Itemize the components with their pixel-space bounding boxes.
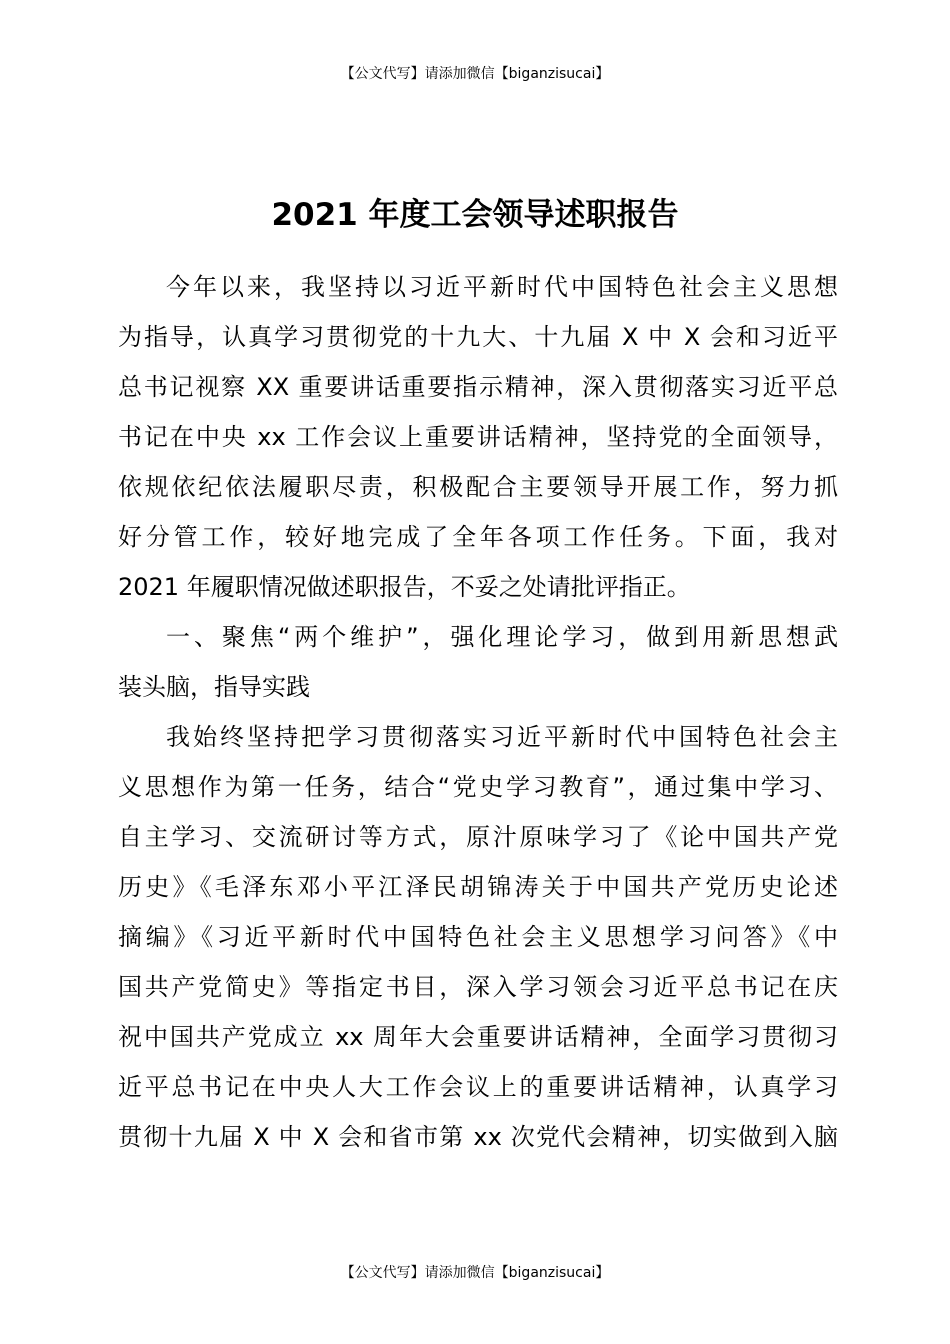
document-body bbox=[118, 262, 838, 1162]
section-heading-line-2: 装头脑，指导实践 bbox=[118, 673, 310, 701]
paragraph-1-line-1: 今年以来，我坚持以习近平新时代中国特色社会主义思想 bbox=[166, 273, 838, 301]
paragraph-2-line-6: 国共产党简史》等指定书目，深入学习领会习近平总书记在庆 bbox=[118, 973, 838, 1001]
paragraph-1-line-3: 总书记视察 XX 重要讲话重要指示精神，深入贯彻落实习近平总 bbox=[118, 373, 838, 401]
paragraph-2-line-4: 历史》《毛泽东邓小平江泽民胡锦涛关于中国共产党历史论述 bbox=[118, 873, 838, 901]
paragraph-2-line-1: 我始终坚持把学习贯彻落实习近平新时代中国特色社会主 bbox=[166, 723, 838, 751]
paragraph-2-line-3: 自主学习、交流研讨等方式，原汁原味学习了《论中国共产党 bbox=[118, 823, 838, 851]
paragraph-1-line-5: 依规依纪依法履职尽责，积极配合主要领导开展工作，努力抓 bbox=[118, 473, 838, 501]
paragraph-2-line-9: 贯彻十九届 X 中 X 会和省市第 xx 次党代会精神，切实做到入脑 bbox=[118, 1123, 838, 1151]
paragraph-2-line-5: 摘编》《习近平新时代中国特色社会主义思想学习问答》《中 bbox=[118, 923, 838, 951]
paragraph-1-line-2: 为指导，认真学习贯彻党的十九大、十九届 X 中 X 会和习近平 bbox=[118, 323, 838, 351]
header-watermark-note: 【公文代写】请添加微信【biganzisucai】 bbox=[340, 66, 610, 82]
paragraph-2-line-8: 近平总书记在中央人大工作会议上的重要讲话精神，认真学习 bbox=[118, 1073, 838, 1101]
paragraph-2-line-7: 祝中国共产党成立 xx 周年大会重要讲话精神，全面学习贯彻习 bbox=[118, 1023, 838, 1051]
paragraph-1-line-7: 2021 年履职情况做述职报告，不妥之处请批评指正。 bbox=[118, 573, 691, 601]
paragraph-1-line-4: 书记在中央 xx 工作会议上重要讲话精神，坚持党的全面领导， bbox=[118, 423, 838, 451]
section-heading-line-1: 一、聚焦“两个维护”，强化理论学习，做到用新思想武 bbox=[166, 623, 838, 651]
document-title: 2021 年度工会领导述职报告 bbox=[271, 197, 679, 233]
paragraph-1-line-6: 好分管工作，较好地完成了全年各项工作任务。下面，我对 bbox=[118, 523, 838, 551]
footer-watermark-note: 【公文代写】请添加微信【biganzisucai】 bbox=[340, 1265, 610, 1281]
paragraph-2-line-2: 义思想作为第一任务，结合“党史学习教育”，通过集中学习、 bbox=[118, 773, 838, 801]
